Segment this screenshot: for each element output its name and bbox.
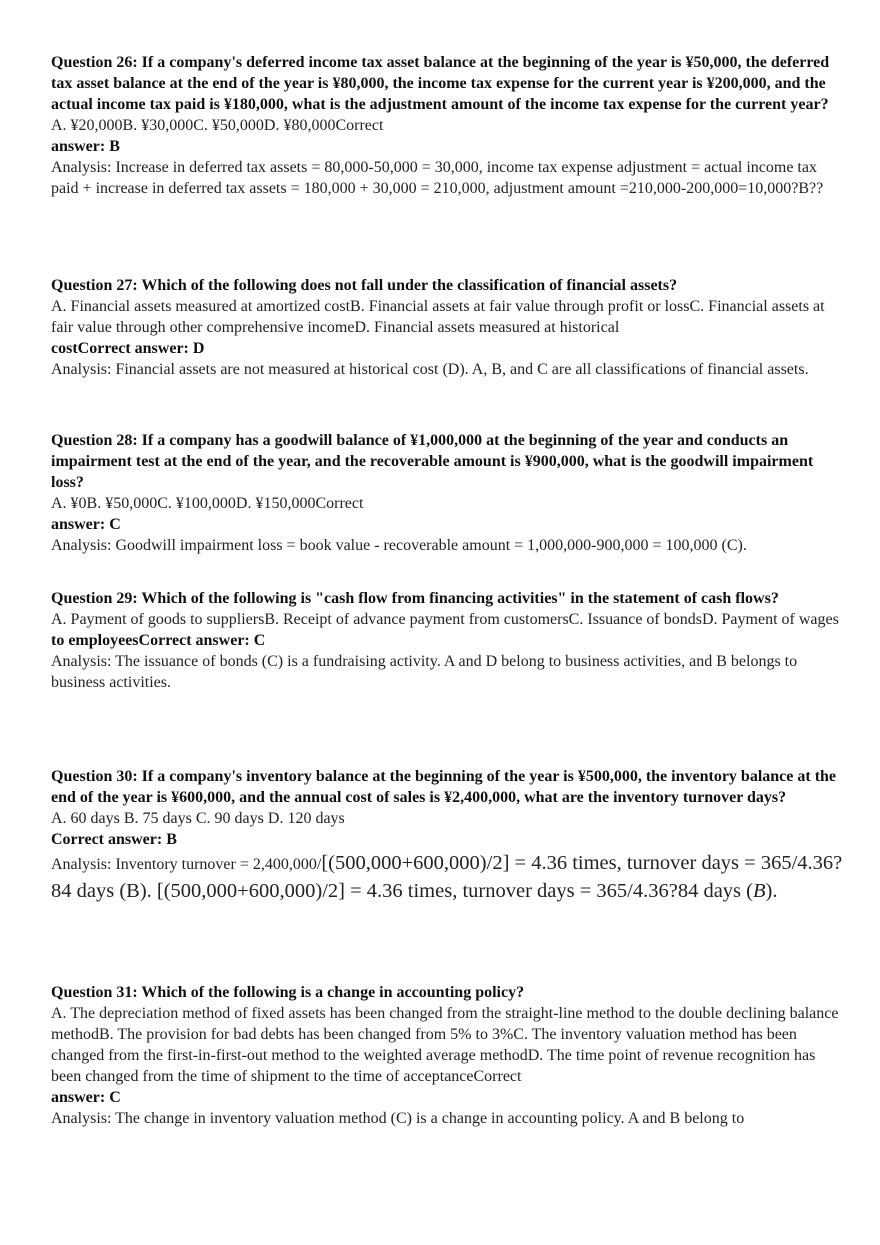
question-answer: answer: B [51,138,120,155]
question-analysis: Analysis: The change in inventory valuation method (C) is a change in accounting policy. A and B belong to [51,1110,745,1127]
analysis-italic: B [752,880,766,902]
question-29 [51,588,843,693]
question-analysis [51,850,843,906]
question-answer: Correct answer: B [51,831,177,848]
question-27 [51,275,843,380]
question-options: A. Payment of goods to suppliersB. Receipt of advance payment from customersC. Issuance of bondsD. Payment of wages [51,611,839,628]
question-options: A. Financial assets measured at amortized costB. Financial assets at fair value through profit or lossC. Financial assets at fair value through other comprehensive incomeD. Financial assets measured at historical [51,298,825,336]
question-28 [51,430,843,556]
question-analysis: Analysis: The issuance of bonds (C) is a fundraising activity. A and D belong to business activities, and B belongs to business activities. [51,653,798,691]
question-answer: to employeesCorrect answer: C [51,632,266,649]
question-title: Question 30: If a company's inventory balance at the beginning of the year is ¥500,000, the inventory balance at the end of the year is ¥600,000, and the annual cost of sales is ¥2,400,000, what are the inventory turnover days? [51,768,837,806]
question-options: A. 60 days B. 75 days C. 90 days D. 120 days [51,810,345,827]
question-options: A. ¥0B. ¥50,000C. ¥100,000D. ¥150,000Correct [51,495,364,512]
question-analysis: Analysis: Goodwill impairment loss = book value - recoverable amount = 1,000,000-900,000 = 100,000 (C). [51,537,747,554]
analysis-end: ). [765,880,778,902]
question-answer: answer: C [51,1089,121,1106]
question-title: Question 26: If a company's deferred income tax asset balance at the beginning of the year is ¥50,000, the deferred tax asset balance at the end of the year is ¥80,000, the income tax expense for the current year is ¥200,000, and the actual income tax paid is ¥180,000, what is the adjustment amount of the income tax expense for the current year? [51,54,830,113]
analysis-large: [(500,000+600,000)/2] = 4.36 times, turnover days = 365/4.36?84 days (B). [(500,000+600,000)/2] = 4.36 times, turnover days = 365/4.36?84 days ( [51,852,843,902]
question-options: A. The depreciation method of fixed assets has been changed from the straight-line method to the double declining balance methodB. The provision for bad debts has been changed from 5% to 3%C. The inventory valuation method has been changed from the first-in-first-out method to the weighted average methodD. The time point of revenue recognition has been changed from the time of shipment to the time of acceptanceCorrect [51,1005,839,1085]
question-title: Question 28: If a company has a goodwill balance of ¥1,000,000 at the beginning of the year and conducts an impairment test at the end of the year, and the recoverable amount is ¥900,000, what is the goodwill impairment loss? [51,432,814,491]
question-26 [51,52,843,199]
question-30 [51,766,843,906]
question-answer: answer: C [51,516,121,533]
question-title: Question 31: Which of the following is a change in accounting policy? [51,984,525,1001]
analysis-small: Analysis: Inventory turnover = 2,400,000/ [51,856,322,873]
question-analysis: Analysis: Financial assets are not measured at historical cost (D). A, B, and C are all classifications of financial assets. [51,361,809,378]
question-options: A. ¥20,000B. ¥30,000C. ¥50,000D. ¥80,000Correct [51,117,384,134]
question-title: Question 27: Which of the following does not fall under the classification of financial assets? [51,277,678,294]
question-answer: costCorrect answer: D [51,340,205,357]
question-31 [51,982,843,1129]
question-analysis: Analysis: Increase in deferred tax assets = 80,000-50,000 = 30,000, income tax expense adjustment = actual income tax paid + increase in deferred tax assets = 180,000 + 30,000 = 210,000, adjustment amount =210,000-200,000=10,000?B?? [51,159,824,197]
question-title: Question 29: Which of the following is "cash flow from financing activities" in the statement of cash flows? [51,590,779,607]
